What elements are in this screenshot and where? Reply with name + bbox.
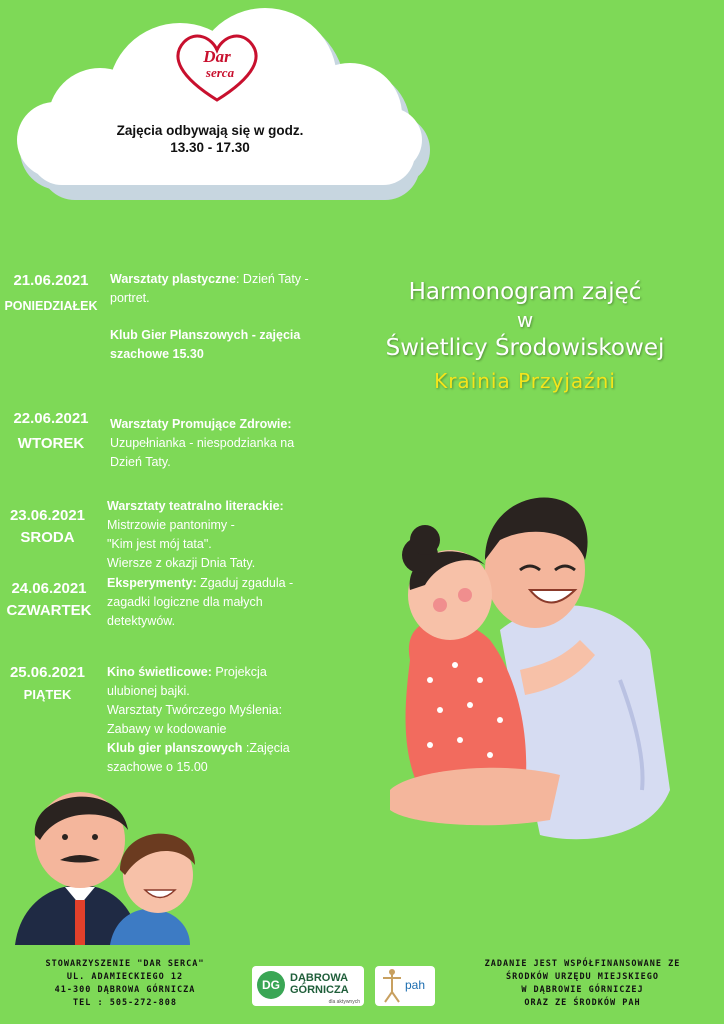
dg-line2: GÓRNICZA: [290, 984, 349, 996]
title-line3: Świetlicy Środowiskowej: [385, 335, 665, 361]
schedule-day: SRODA: [20, 529, 75, 546]
dg-tag: dla aktywnych: [328, 999, 360, 1005]
date-block-1: [0, 270, 102, 317]
logo-text: Dar: [203, 47, 231, 66]
desc-bold: Klub gier planszowych: [107, 741, 243, 755]
date-block-4: [0, 578, 98, 622]
desc-text: : Dzień Taty - portret.: [110, 272, 309, 305]
title-line1: Harmonogram zajęć: [408, 279, 642, 305]
footer-line: ZADANIE JEST WSPÓŁFINANSOWANE ZE: [484, 959, 681, 969]
svg-text:serca: serca: [205, 65, 235, 80]
father-son-illustration: [10, 765, 200, 945]
dg-line1: DĄBROWA: [290, 972, 349, 984]
schedule-date: 22.06.2021: [13, 410, 89, 427]
father-daughter-illustration: [380, 490, 680, 855]
desc-bold: Kino świetlicowe:: [107, 665, 212, 679]
footer-line: 41-300 DĄBROWA GÓRNICZA: [54, 985, 196, 995]
schedule-date: 24.06.2021: [11, 580, 87, 597]
desc-bold: Eksperymenty:: [107, 576, 197, 590]
date-block-3: [0, 505, 95, 549]
footer-line: UL. ADAMIECKIEGO 12: [66, 972, 184, 982]
schedule-date: 23.06.2021: [9, 507, 86, 524]
desc-bold: Warsztaty teatralno literackie:: [107, 499, 284, 513]
pah-text: pah: [405, 978, 426, 992]
footer-line: TEL : 505-272-808: [73, 998, 177, 1008]
schedule-day: WTOREK: [17, 435, 85, 452]
hours-info: [90, 122, 330, 156]
page-title: [350, 275, 700, 397]
dg-mark-icon: DG: [257, 971, 285, 999]
desc-text: Warsztaty Twórczego Myślenia: Zabawy w kodowanie: [107, 703, 283, 736]
footer-funding: [455, 958, 710, 1010]
heart-logo-icon: [170, 32, 265, 104]
hours-line1: Zajęcia odbywają się w godz.: [116, 123, 304, 138]
footer-line: ŚRODKÓW URZĘDU MIEJSKIEGO: [506, 972, 659, 982]
desc-text: Projekcja ulubionej bajki.: [107, 665, 267, 698]
desc-bold: Warsztaty Promujące Zdrowie:: [110, 417, 292, 431]
hours-line2: 13.30 - 17.30: [170, 140, 250, 155]
schedule-day: PIĄTEK: [23, 687, 72, 702]
schedule-desc-4: [107, 574, 302, 631]
footer-line: STOWARZYSZENIE "DAR SERCA": [45, 959, 205, 969]
footer-line: W DĄBROWIE GÓRNICZEJ: [521, 985, 644, 995]
desc-text: Wiersze z okazji Dnia Taty.: [107, 556, 256, 570]
date-block-5: [0, 662, 95, 706]
date-block-2: [5, 408, 97, 455]
footer-address: [20, 958, 230, 1010]
desc-text: Zgaduj zgadula - zagadki logiczne dla małych detektywów.: [107, 576, 294, 628]
desc-text: :Zajęcia szachowe o 15.00: [107, 741, 290, 774]
person-figure-icon: [379, 968, 405, 1004]
title-line4: Krainia Przyjaźni: [434, 369, 616, 393]
footer-line: ORAZ ZE ŚRODKÓW PAH: [524, 998, 641, 1008]
desc-bold: Klub Gier Planszowych - zajęcia szachowe 15.30: [110, 328, 301, 361]
title-line2: w: [516, 308, 534, 332]
dabrowa-gornicza-logo: [252, 966, 364, 1006]
schedule-desc-5: [107, 663, 302, 777]
desc-bold: Warsztaty plastyczne: [110, 272, 236, 286]
schedule-date: 25.06.2021: [9, 664, 86, 681]
desc-text: Mistrzowie pantonimy - "Kim jest mój tata".: [107, 518, 235, 551]
schedule-day: CZWARTEK: [6, 602, 92, 619]
schedule-day: PONIEDZIAŁEK: [4, 299, 98, 313]
schedule-desc-3: [107, 497, 307, 573]
schedule-desc-1: [110, 270, 315, 364]
pah-logo: [375, 966, 435, 1006]
desc-text: Uzupełnianka - niespodzianka na Dzień Taty.: [110, 436, 295, 469]
schedule-date: 21.06.2021: [13, 272, 89, 289]
dar-serca-logo: [170, 32, 265, 104]
schedule-desc-2: [110, 415, 310, 472]
